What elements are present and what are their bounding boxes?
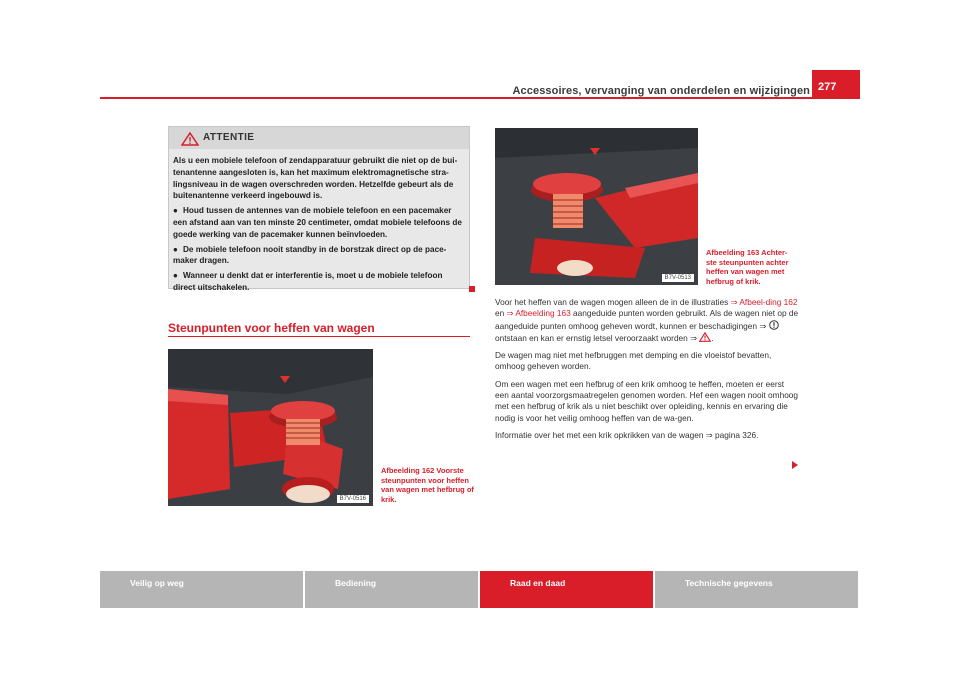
footer-tab-bediening[interactable]: Bediening [305, 571, 478, 608]
body-paragraph-3: Om een wagen met een hefbrug of een krik omhoog te heffen, moeten er eerst een aantal voorzorgsmaatregelen genomen worden. Hef een wagen nooit omhoog met een hefbrug of krik als u niet beschikt over opleiding, kennis en ervaring die nodig is voor het veilig omhoog heffen van de wa-gen. [495, 378, 799, 423]
body-text [495, 297, 800, 447]
figure-163-image [495, 128, 698, 285]
figure-code: B7V-0516 [337, 495, 369, 503]
body-paragraph-2: De wagen mag niet met hefbruggen met demping en die vloeistof bevatten, omhoog geheven worden. [495, 350, 772, 372]
continue-arrow-icon [792, 461, 798, 469]
footer-tab-raad-en-daad[interactable]: Raad en daad [480, 571, 653, 608]
jack-point-front-illustration [168, 349, 373, 506]
warning-triangle-icon[interactable] [699, 332, 711, 342]
end-of-section-marker [469, 286, 475, 292]
warning-bullet: ● Houd tussen de antennes van de mobiele telefoon en een pacemaker een afstand aan van ten minste 20 centimeter, omdat mobiele telefoons de goede werking van de pacemaker kunnen beïnvloeden. [173, 206, 462, 239]
section-rule [168, 336, 470, 337]
figure-163-caption: Afbeelding 163 Achter-ste steunpunten achter heffen van wagen met hefbrug of krik. [706, 248, 789, 286]
body-paragraph-4: Informatie over het met een krik opkrikken van de wagen ⇒ pagina 326. [495, 429, 759, 440]
header-rule [100, 97, 860, 99]
damage-warning-icon[interactable] [769, 320, 779, 330]
footer-tab-technische-gegevens[interactable]: Technische gegevens [655, 571, 858, 608]
warning-paragraph: Als u een mobiele telefoon of zendapparatuur gebruikt die niet op de bui-tenantenne aangesloten is, kan het maximum elektromagnetische stra-lingsniveau in de wagen overschreden worden. Hetzelfde gebeurt als de buitenantenne verkeerd ingebouwd is. [173, 156, 458, 201]
figure-163-link[interactable]: ⇒ Afbeelding 163 [506, 308, 571, 319]
footer-nav [100, 571, 860, 608]
figure-162-caption: Afbeelding 162 Voorste steunpunten voor heffen van wagen met hefbrug of krik. [381, 466, 474, 504]
footer-tab-veilig-op-weg[interactable]: Veilig op weg [100, 571, 303, 608]
body-paragraph-1: Voor het heffen van de wagen mogen alleen de in de illustraties ⇒ Afbeel-ding 162 en ⇒ Afbeelding 163 aangeduide punten worden gebruikt. Als de wagen niet op de aangeduide punten omhoog geheven wordt, kunnen er beschadigingen ⇒ ontstaan en kan er ernstig letsel veroorzaakt worden ⇒ . [495, 297, 799, 343]
bullet-icon: ● [173, 206, 178, 216]
warning-bullet: ● De mobiele telefoon nooit standby in de borstzak direct op de pace-maker dragen. [173, 244, 447, 266]
bullet-icon: ● [173, 244, 178, 254]
warning-title: ATTENTIE [203, 132, 255, 143]
warning-triangle-icon [181, 132, 199, 146]
warning-bullet: ● Wanneer u denkt dat er interferentie is, moet u de mobiele telefoon direct uitschakelen. [173, 271, 443, 292]
warning-body [173, 155, 465, 297]
warning-box [168, 126, 470, 292]
figure-code: B7V-0513 [662, 274, 694, 282]
figure-162-image [168, 349, 373, 506]
page-number-badge: 277 [812, 70, 860, 99]
page-header-title: Accessoires, vervanging van onderdelen en wijzigingen [512, 85, 810, 97]
section-title: Steunpunten voor heffen van wagen [168, 321, 375, 335]
jack-point-rear-illustration [495, 128, 698, 285]
figure-162-link[interactable]: ⇒ Afbeel-ding 162 [730, 297, 798, 307]
bullet-icon: ● [173, 271, 178, 281]
